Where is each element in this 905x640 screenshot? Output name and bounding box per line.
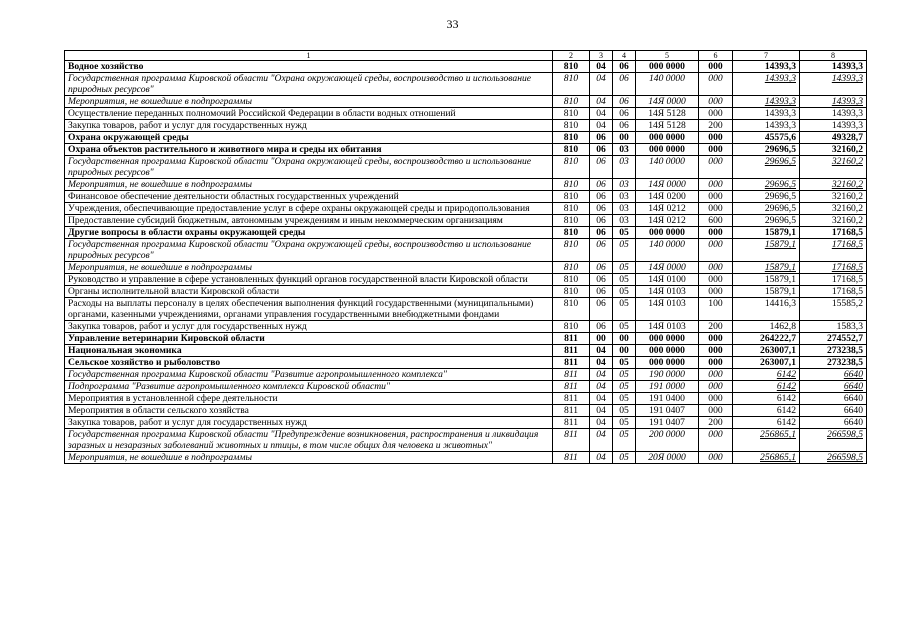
code-target-cell: 000 0000: [636, 132, 699, 144]
header-cell: 6: [699, 51, 733, 61]
table-body: [65, 51, 867, 464]
code-expense-cell: 000: [699, 239, 733, 262]
code-subsection-cell: 03: [613, 215, 636, 227]
amount-year2-cell: 14393,3: [800, 120, 867, 132]
amount-year1-cell: 263007,1: [733, 345, 800, 357]
code-admin-cell: 810: [553, 132, 590, 144]
code-expense-cell: 000: [699, 73, 733, 96]
code-subsection-cell: 06: [613, 73, 636, 96]
code-section-cell: 04: [590, 108, 613, 120]
code-subsection-cell: 05: [613, 429, 636, 452]
table-row: [65, 357, 867, 369]
amount-year2-cell: 6640: [800, 417, 867, 429]
code-subsection-cell: 05: [613, 381, 636, 393]
code-subsection-cell: 05: [613, 298, 636, 321]
code-section-cell: 00: [590, 333, 613, 345]
code-admin-cell: 810: [553, 227, 590, 239]
code-section-cell: 06: [590, 191, 613, 203]
amount-year2-cell: 14393,3: [800, 96, 867, 108]
code-target-cell: 14Я 0212: [636, 215, 699, 227]
code-target-cell: 200 0000: [636, 429, 699, 452]
amount-year2-cell: 32160,2: [800, 156, 867, 179]
code-target-cell: 14Я 0103: [636, 286, 699, 298]
amount-year2-cell: 273238,5: [800, 345, 867, 357]
code-section-cell: 06: [590, 298, 613, 321]
code-section-cell: 04: [590, 417, 613, 429]
row-name-cell: Осуществление переданных полномочий Российской Федерации в области водных отношений: [65, 108, 553, 120]
code-admin-cell: 811: [553, 429, 590, 452]
header-cell: 7: [733, 51, 800, 61]
code-admin-cell: 811: [553, 333, 590, 345]
code-target-cell: 14Я 0000: [636, 262, 699, 274]
amount-year1-cell: 1462,8: [733, 321, 800, 333]
code-target-cell: 140 0000: [636, 239, 699, 262]
amount-year2-cell: 32160,2: [800, 179, 867, 191]
header-cell: 2: [553, 51, 590, 61]
table-row: [65, 274, 867, 286]
row-name-cell: Подпрограмма "Развитие агропромышленного комплекса Кировской области": [65, 381, 553, 393]
page-number: 33: [446, 17, 459, 31]
amount-year1-cell: 6142: [733, 393, 800, 405]
code-subsection-cell: 05: [613, 369, 636, 381]
row-name-cell: Мероприятия, не вошедшие в подпрограммы: [65, 96, 553, 108]
code-target-cell: 191 0407: [636, 417, 699, 429]
code-admin-cell: 810: [553, 179, 590, 191]
code-target-cell: 14Я 0000: [636, 96, 699, 108]
code-admin-cell: 810: [553, 298, 590, 321]
amount-year2-cell: 32160,2: [800, 215, 867, 227]
code-section-cell: 04: [590, 73, 613, 96]
amount-year1-cell: 29696,5: [733, 191, 800, 203]
code-expense-cell: 000: [699, 144, 733, 156]
row-name-cell: Другие вопросы в области охраны окружающей среды: [65, 227, 553, 239]
code-target-cell: 14Я 0200: [636, 191, 699, 203]
amount-year2-cell: 17168,5: [800, 262, 867, 274]
code-section-cell: 06: [590, 321, 613, 333]
code-expense-cell: 200: [699, 417, 733, 429]
table-row: [65, 227, 867, 239]
header-row: [65, 51, 867, 61]
amount-year1-cell: 15879,1: [733, 274, 800, 286]
amount-year1-cell: 264222,7: [733, 333, 800, 345]
code-admin-cell: 810: [553, 262, 590, 274]
code-subsection-cell: 00: [613, 345, 636, 357]
row-name-cell: Государственная программа Кировской области "Развитие агропромышленного комплекса": [65, 369, 553, 381]
code-subsection-cell: 05: [613, 452, 636, 464]
code-expense-cell: 000: [699, 108, 733, 120]
row-name-cell: Расходы на выплаты персоналу в целях обеспечения выполнения функций государственными (муниципальными) органами, казенными учреждениями, органами управления государственными внебюджетными фондами: [65, 298, 553, 321]
amount-year2-cell: 32160,2: [800, 191, 867, 203]
amount-year1-cell: 14416,3: [733, 298, 800, 321]
code-section-cell: 04: [590, 381, 613, 393]
amount-year1-cell: 29696,5: [733, 215, 800, 227]
code-admin-cell: 810: [553, 239, 590, 262]
code-admin-cell: 811: [553, 393, 590, 405]
table-row: [65, 144, 867, 156]
table-row: [65, 393, 867, 405]
code-subsection-cell: 00: [613, 132, 636, 144]
code-expense-cell: 000: [699, 405, 733, 417]
code-section-cell: 06: [590, 227, 613, 239]
amount-year2-cell: 17168,5: [800, 239, 867, 262]
row-name-cell: Закупка товаров, работ и услуг для государственных нужд: [65, 120, 553, 132]
row-name-cell: Закупка товаров, работ и услуг для государственных нужд: [65, 417, 553, 429]
amount-year1-cell: 6142: [733, 369, 800, 381]
row-name-cell: Государственная программа Кировской области "Охрана окружающей среды, воспроизводство и использование природных ресурсов": [65, 73, 553, 96]
amount-year2-cell: 266598,5: [800, 429, 867, 452]
code-subsection-cell: 03: [613, 203, 636, 215]
code-subsection-cell: 05: [613, 357, 636, 369]
code-subsection-cell: 05: [613, 262, 636, 274]
code-expense-cell: 000: [699, 452, 733, 464]
row-name-cell: Мероприятия в области сельского хозяйства: [65, 405, 553, 417]
code-subsection-cell: 03: [613, 144, 636, 156]
code-target-cell: 191 0400: [636, 393, 699, 405]
row-name-cell: Охрана объектов растительного и животного мира и среды их обитания: [65, 144, 553, 156]
code-expense-cell: 000: [699, 132, 733, 144]
code-expense-cell: 200: [699, 120, 733, 132]
row-name-cell: Мероприятия, не вошедшие в подпрограммы: [65, 262, 553, 274]
code-admin-cell: 810: [553, 215, 590, 227]
code-subsection-cell: 05: [613, 286, 636, 298]
header-cell: 3: [590, 51, 613, 61]
amount-year2-cell: 6640: [800, 405, 867, 417]
amount-year1-cell: 256865,1: [733, 429, 800, 452]
row-name-cell: Государственная программа Кировской области "Предупреждение возникновения, распространения и ликвидация заразных и незаразных заболеваний животных и птицы, в том числе общих для человека и животных": [65, 429, 553, 452]
code-section-cell: 06: [590, 179, 613, 191]
table-row: [65, 239, 867, 262]
code-subsection-cell: 03: [613, 191, 636, 203]
amount-year1-cell: 29696,5: [733, 144, 800, 156]
code-section-cell: 04: [590, 393, 613, 405]
code-admin-cell: 810: [553, 61, 590, 73]
code-admin-cell: 811: [553, 357, 590, 369]
code-expense-cell: 000: [699, 369, 733, 381]
code-target-cell: 000 0000: [636, 61, 699, 73]
row-name-cell: Мероприятия в установленной сфере деятельности: [65, 393, 553, 405]
code-target-cell: 000 0000: [636, 144, 699, 156]
amount-year1-cell: 263007,1: [733, 357, 800, 369]
code-target-cell: 14Я 0100: [636, 274, 699, 286]
code-subsection-cell: 06: [613, 120, 636, 132]
amount-year1-cell: 256865,1: [733, 452, 800, 464]
amount-year2-cell: 6640: [800, 381, 867, 393]
table-row: [65, 429, 867, 452]
row-name-cell: Органы исполнительной власти Кировской области: [65, 286, 553, 298]
code-subsection-cell: 05: [613, 239, 636, 262]
code-expense-cell: 000: [699, 333, 733, 345]
code-target-cell: 000 0000: [636, 357, 699, 369]
amount-year1-cell: 14393,3: [733, 61, 800, 73]
code-target-cell: 20Я 0000: [636, 452, 699, 464]
code-expense-cell: 000: [699, 262, 733, 274]
code-subsection-cell: 05: [613, 227, 636, 239]
code-subsection-cell: 03: [613, 156, 636, 179]
table-row: [65, 321, 867, 333]
code-target-cell: 14Я 0103: [636, 298, 699, 321]
code-section-cell: 04: [590, 61, 613, 73]
code-target-cell: 14Я 5128: [636, 120, 699, 132]
code-admin-cell: 811: [553, 452, 590, 464]
table-row: [65, 452, 867, 464]
amount-year1-cell: 6142: [733, 405, 800, 417]
table-row: [65, 96, 867, 108]
code-admin-cell: 811: [553, 417, 590, 429]
table-row: [65, 417, 867, 429]
amount-year1-cell: 15879,1: [733, 262, 800, 274]
amount-year2-cell: 17168,5: [800, 227, 867, 239]
row-name-cell: Закупка товаров, работ и услуг для государственных нужд: [65, 321, 553, 333]
code-expense-cell: 000: [699, 227, 733, 239]
code-target-cell: 140 0000: [636, 156, 699, 179]
code-admin-cell: 810: [553, 73, 590, 96]
header-cell: 4: [613, 51, 636, 61]
code-admin-cell: 811: [553, 405, 590, 417]
code-subsection-cell: 06: [613, 96, 636, 108]
code-target-cell: 191 0000: [636, 381, 699, 393]
code-section-cell: 06: [590, 274, 613, 286]
code-target-cell: 000 0000: [636, 227, 699, 239]
code-section-cell: 04: [590, 357, 613, 369]
code-expense-cell: 000: [699, 286, 733, 298]
amount-year1-cell: 6142: [733, 381, 800, 393]
amount-year1-cell: 14393,3: [733, 120, 800, 132]
code-admin-cell: 810: [553, 286, 590, 298]
code-subsection-cell: 00: [613, 333, 636, 345]
code-expense-cell: 000: [699, 345, 733, 357]
table-row: [65, 203, 867, 215]
code-admin-cell: 810: [553, 108, 590, 120]
code-admin-cell: 810: [553, 144, 590, 156]
row-name-cell: Водное хозяйство: [65, 61, 553, 73]
table-row: [65, 120, 867, 132]
header-cell: 1: [65, 51, 553, 61]
table-row: [65, 191, 867, 203]
code-section-cell: 06: [590, 215, 613, 227]
amount-year1-cell: 15879,1: [733, 239, 800, 262]
amount-year2-cell: 14393,3: [800, 108, 867, 120]
code-expense-cell: 000: [699, 96, 733, 108]
code-target-cell: 191 0407: [636, 405, 699, 417]
code-expense-cell: 600: [699, 215, 733, 227]
code-section-cell: 06: [590, 286, 613, 298]
code-expense-cell: 100: [699, 298, 733, 321]
amount-year1-cell: 14393,3: [733, 73, 800, 96]
amount-year2-cell: 266598,5: [800, 452, 867, 464]
budget-table: [64, 50, 867, 464]
amount-year1-cell: 15879,1: [733, 286, 800, 298]
code-section-cell: 06: [590, 156, 613, 179]
code-expense-cell: 000: [699, 393, 733, 405]
row-name-cell: Национальная экономика: [65, 345, 553, 357]
code-section-cell: 06: [590, 144, 613, 156]
code-section-cell: 04: [590, 452, 613, 464]
table-row: [65, 132, 867, 144]
row-name-cell: Предоставление субсидий бюджетным, автономным учреждениям и иным некоммерческим организациям: [65, 215, 553, 227]
amount-year1-cell: 45575,6: [733, 132, 800, 144]
row-name-cell: Финансовое обеспечение деятельности областных государственных учреждений: [65, 191, 553, 203]
amount-year2-cell: 1583,3: [800, 321, 867, 333]
header-cell: 5: [636, 51, 699, 61]
code-subsection-cell: 05: [613, 393, 636, 405]
row-name-cell: Сельское хозяйство и рыболовство: [65, 357, 553, 369]
amount-year2-cell: 14393,3: [800, 73, 867, 96]
code-expense-cell: 000: [699, 381, 733, 393]
code-admin-cell: 810: [553, 156, 590, 179]
amount-year2-cell: 14393,3: [800, 61, 867, 73]
code-admin-cell: 810: [553, 191, 590, 203]
code-subsection-cell: 03: [613, 179, 636, 191]
code-subsection-cell: 05: [613, 405, 636, 417]
code-subsection-cell: 05: [613, 321, 636, 333]
amount-year2-cell: 6640: [800, 369, 867, 381]
amount-year2-cell: 49328,7: [800, 132, 867, 144]
row-name-cell: Мероприятия, не вошедшие в подпрограммы: [65, 179, 553, 191]
table-row: [65, 333, 867, 345]
table-row: [65, 73, 867, 96]
table-row: [65, 405, 867, 417]
code-expense-cell: 000: [699, 156, 733, 179]
row-name-cell: Руководство и управление в сфере установленных функций органов государственной власти Кировской области: [65, 274, 553, 286]
table-row: [65, 381, 867, 393]
amount-year2-cell: 17168,5: [800, 274, 867, 286]
amount-year2-cell: 15585,2: [800, 298, 867, 321]
code-target-cell: 14Я 0103: [636, 321, 699, 333]
table-row: [65, 179, 867, 191]
header-cell: 8: [800, 51, 867, 61]
code-section-cell: 04: [590, 369, 613, 381]
amount-year2-cell: 32160,2: [800, 203, 867, 215]
table-row: [65, 345, 867, 357]
code-section-cell: 04: [590, 96, 613, 108]
amount-year1-cell: 6142: [733, 417, 800, 429]
code-expense-cell: 200: [699, 321, 733, 333]
amount-year1-cell: 29696,5: [733, 156, 800, 179]
code-target-cell: 000 0000: [636, 333, 699, 345]
amount-year2-cell: 273238,5: [800, 357, 867, 369]
code-section-cell: 06: [590, 262, 613, 274]
table-row: [65, 298, 867, 321]
code-section-cell: 06: [590, 239, 613, 262]
code-subsection-cell: 05: [613, 417, 636, 429]
code-expense-cell: 000: [699, 357, 733, 369]
code-section-cell: 04: [590, 345, 613, 357]
code-expense-cell: 000: [699, 179, 733, 191]
row-name-cell: Охрана окружающей среды: [65, 132, 553, 144]
code-target-cell: 14Я 0212: [636, 203, 699, 215]
amount-year1-cell: 29696,5: [733, 179, 800, 191]
table-row: [65, 369, 867, 381]
code-expense-cell: 000: [699, 429, 733, 452]
code-admin-cell: 810: [553, 96, 590, 108]
row-name-cell: Государственная программа Кировской области "Охрана окружающей среды, воспроизводство и использование природных ресурсов": [65, 156, 553, 179]
code-admin-cell: 810: [553, 203, 590, 215]
table-row: [65, 286, 867, 298]
code-section-cell: 06: [590, 132, 613, 144]
table-row: [65, 108, 867, 120]
code-section-cell: 06: [590, 203, 613, 215]
code-admin-cell: 811: [553, 381, 590, 393]
code-subsection-cell: 05: [613, 274, 636, 286]
amount-year2-cell: 17168,5: [800, 286, 867, 298]
amount-year1-cell: 15879,1: [733, 227, 800, 239]
code-admin-cell: 811: [553, 345, 590, 357]
amount-year2-cell: 32160,2: [800, 144, 867, 156]
table-row: [65, 156, 867, 179]
code-section-cell: 04: [590, 429, 613, 452]
code-admin-cell: 810: [553, 274, 590, 286]
code-target-cell: 14Я 5128: [636, 108, 699, 120]
row-name-cell: Учреждения, обеспечивающие предоставление услуг в сфере охраны окружающей среды и природопользования: [65, 203, 553, 215]
table-row: [65, 215, 867, 227]
amount-year2-cell: 274552,7: [800, 333, 867, 345]
row-name-cell: Управление ветеринарии Кировской области: [65, 333, 553, 345]
code-section-cell: 04: [590, 120, 613, 132]
amount-year1-cell: 14393,3: [733, 96, 800, 108]
amount-year1-cell: 14393,3: [733, 108, 800, 120]
code-target-cell: 000 0000: [636, 345, 699, 357]
code-section-cell: 04: [590, 405, 613, 417]
code-subsection-cell: 06: [613, 108, 636, 120]
table-row: [65, 61, 867, 73]
amount-year1-cell: 29696,5: [733, 203, 800, 215]
table-row: [65, 262, 867, 274]
code-admin-cell: 810: [553, 120, 590, 132]
row-name-cell: Мероприятия, не вошедшие в подпрограммы: [65, 452, 553, 464]
code-expense-cell: 000: [699, 203, 733, 215]
amount-year2-cell: 6640: [800, 393, 867, 405]
code-expense-cell: 000: [699, 274, 733, 286]
row-name-cell: Государственная программа Кировской области "Охрана окружающей среды, воспроизводство и использование природных ресурсов": [65, 239, 553, 262]
code-admin-cell: 811: [553, 369, 590, 381]
code-target-cell: 190 0000: [636, 369, 699, 381]
code-subsection-cell: 06: [613, 61, 636, 73]
code-target-cell: 14Я 0000: [636, 179, 699, 191]
code-admin-cell: 810: [553, 321, 590, 333]
code-expense-cell: 000: [699, 191, 733, 203]
code-expense-cell: 000: [699, 61, 733, 73]
code-target-cell: 140 0000: [636, 73, 699, 96]
